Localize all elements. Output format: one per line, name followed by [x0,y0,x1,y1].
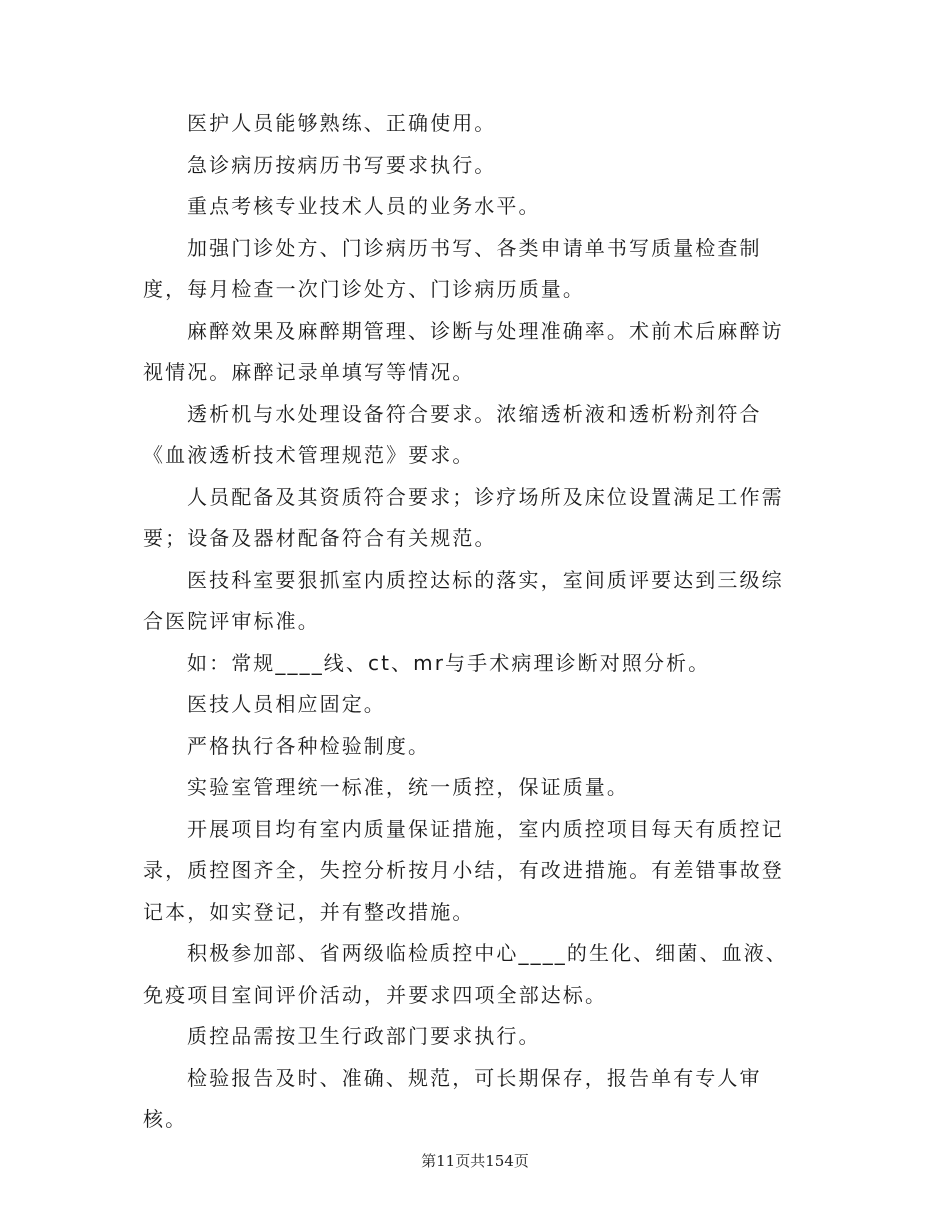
paragraph: 麻醉效果及麻醉期管理、诊断与处理准确率。术前术后麻醉访视情况。麻醉记录单填写等情况。 [143,318,784,384]
paragraph: 严格执行各种检验制度。 [187,733,431,758]
paragraph: 医护人员能够熟练、正确使用。 [187,111,497,135]
paragraph: 实验室管理统一标准，统一质控，保证质量。 [187,775,629,799]
paragraph: 加强门诊处方、门诊病历书写、各类申请单书写质量检查制度，每月检查一次门诊处方、门诊病历质量。 [143,235,762,301]
paragraph: 重点考核专业技术人员的业务水平。 [187,194,541,218]
paragraph: 急诊病历按病历书写要求执行。 [187,152,497,177]
paragraph: 开展项目均有室内质量保证措施，室内质控项目每天有质控记录，质控图齐全，失控分析按月小结，有改进措施。有差错事故登记本，如实登记，并有整改措施。 [143,816,784,924]
page-number: 第11页共154页 [421,1152,529,1170]
paragraph: 如：常规____线、ct、mr与手术病理诊断对照分析。 [187,650,711,675]
paragraph: 人员配备及其资质符合要求；诊疗场所及床位设置满足工作需要；设备及器材配备符合有关规范。 [143,484,784,550]
paragraph: 透析机与水处理设备符合要求。浓缩透析液和透析粉剂符合《血液透析技术管理规范》要求。 [143,401,762,467]
paragraph: 检验报告及时、准确、规范，可长期保存，报告单有专人审核。 [143,1065,762,1131]
paragraph: 积极参加部、省两级临检质控中心____的生化、细菌、血液、免疫项目室间评价活动，并要求四项全部达标。 [143,941,788,1007]
paragraph: 医技人员相应固定。 [187,692,386,716]
paragraph: 质控品需按卫生行政部门要求执行。 [187,1024,541,1048]
paragraph: 医技科室要狠抓室内质控达标的落实，室间质评要达到三级综合医院评审标准。 [143,567,784,633]
document-body [143,103,803,1141]
